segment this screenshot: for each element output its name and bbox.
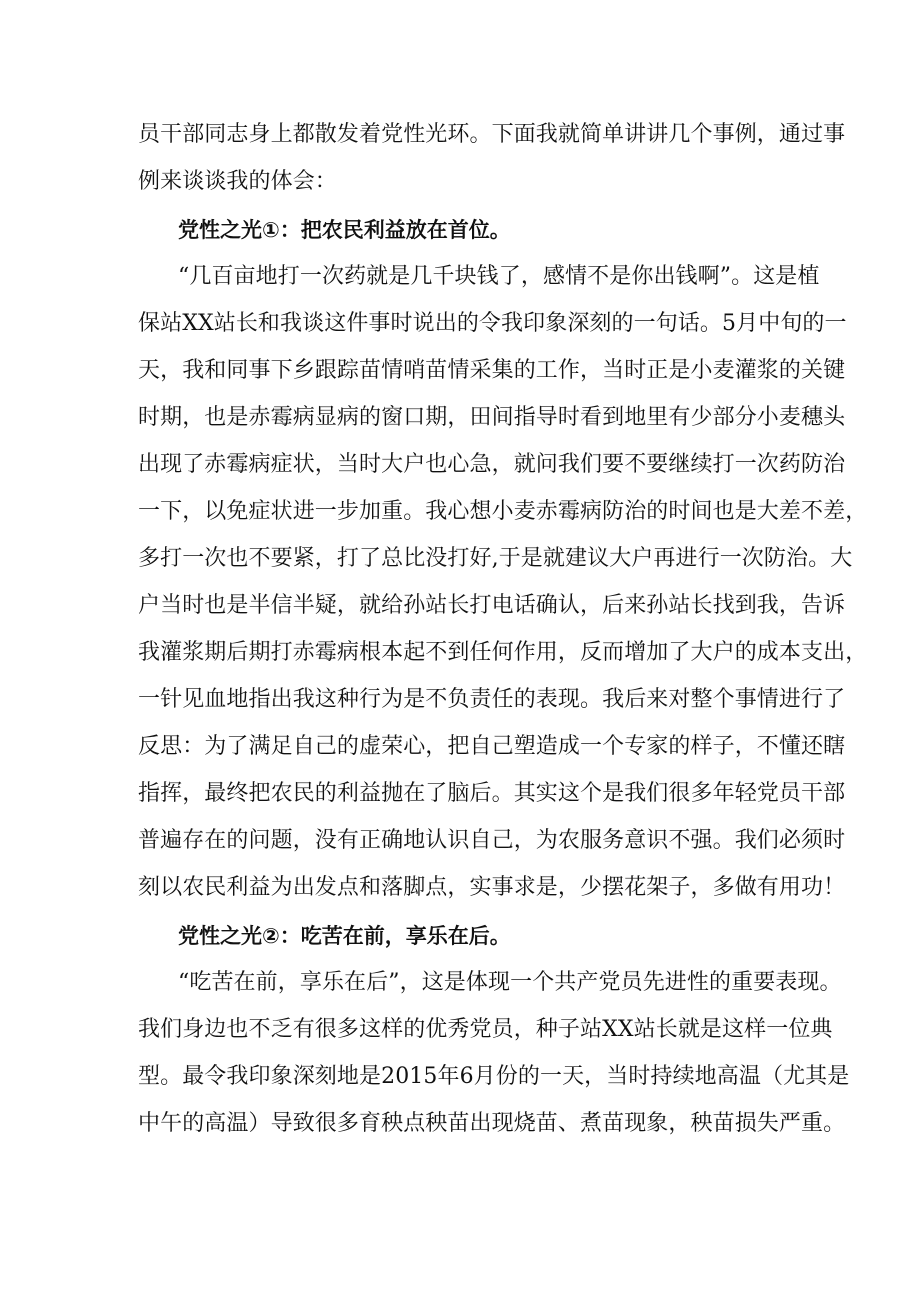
section2-line-3: 型。最令我印象深刻地是2015年6月份的一天，当时持续地高温（尤其是 (138, 1064, 850, 1089)
section1-line-7: 多打一次也不要紧，打了总比没打好,于是就建议大户再进行一次防治。大 (138, 546, 853, 571)
section1-line-5: 出现了赤霉病症状，当时大户也心急，就问我们要不要继续打一次药防治 (138, 452, 846, 477)
section1-line-11: 反思：为了满足自己的虚荣心，把自己塑造成一个专家的样子，不懂还瞎 (138, 734, 846, 759)
section1-line-4: 时期，也是赤霉病显病的窗口期，田间指导时看到地里有少部分小麦穗头 (138, 405, 846, 430)
intro-line-2: 例来谈谈我的体会： (138, 169, 337, 194)
section2-line-2: 我们身边也不乏有很多这样的优秀党员，种子站XX站长就是这样一位典 (138, 1017, 833, 1042)
section1-line-13: 普遍存在的问题，没有正确地认识自己，为农服务意识不强。我们必须时 (138, 828, 846, 853)
section2-heading: 党性之光②：吃苦在前，享乐在后。 (178, 924, 511, 948)
intro-line-1: 员干部同志身上都散发着党性光环。下面我就简单讲讲几个事例，通过事 (138, 122, 846, 147)
section1-line-10: 一针见血地指出我这种行为是不负责任的表现。我后来对整个事情进行了 (138, 687, 846, 712)
section1-line-14: 刻以农民利益为出发点和落脚点，实事求是，少摆花架子，多做有用功！ (138, 875, 846, 900)
section2-line-1: “吃苦在前，享乐在后”，这是体现一个共产党员先进性的重要表现。 (178, 970, 842, 995)
section2-line-4: 中午的高温）导致很多育秧点秧苗出现烧苗、煮苗现象，秧苗损失严重。 (138, 1111, 846, 1136)
section1-heading: 党性之光①：把农民利益放在首位。 (178, 218, 511, 242)
section1-line-6: 一下，以免症状进一步加重。我心想小麦赤霉病防治的时间也是大差不差， (138, 499, 868, 524)
section1-line-1: “几百亩地打一次药就是几千块钱了，感情不是你出钱啊”。这是植 (178, 264, 820, 289)
section1-line-9: 我灌浆期后期打赤霉病根本起不到任何作用，反而增加了大户的成本支出， (138, 640, 868, 665)
section1-line-8: 户当时也是半信半疑，就给孙站长打电话确认，后来孙站长找到我，告诉 (138, 593, 846, 618)
section1-line-3: 天，我和同事下乡跟踪苗情哨苗情采集的工作，当时正是小麦灌浆的关键 (138, 358, 846, 383)
section1-line-2: 保站XX站长和我谈这件事时说出的令我印象深刻的一句话。5月中旬的一 (138, 311, 847, 336)
section1-line-12: 指挥，最终把农民的利益抛在了脑后。其实这个是我们很多年轻党员干部 (138, 781, 846, 806)
